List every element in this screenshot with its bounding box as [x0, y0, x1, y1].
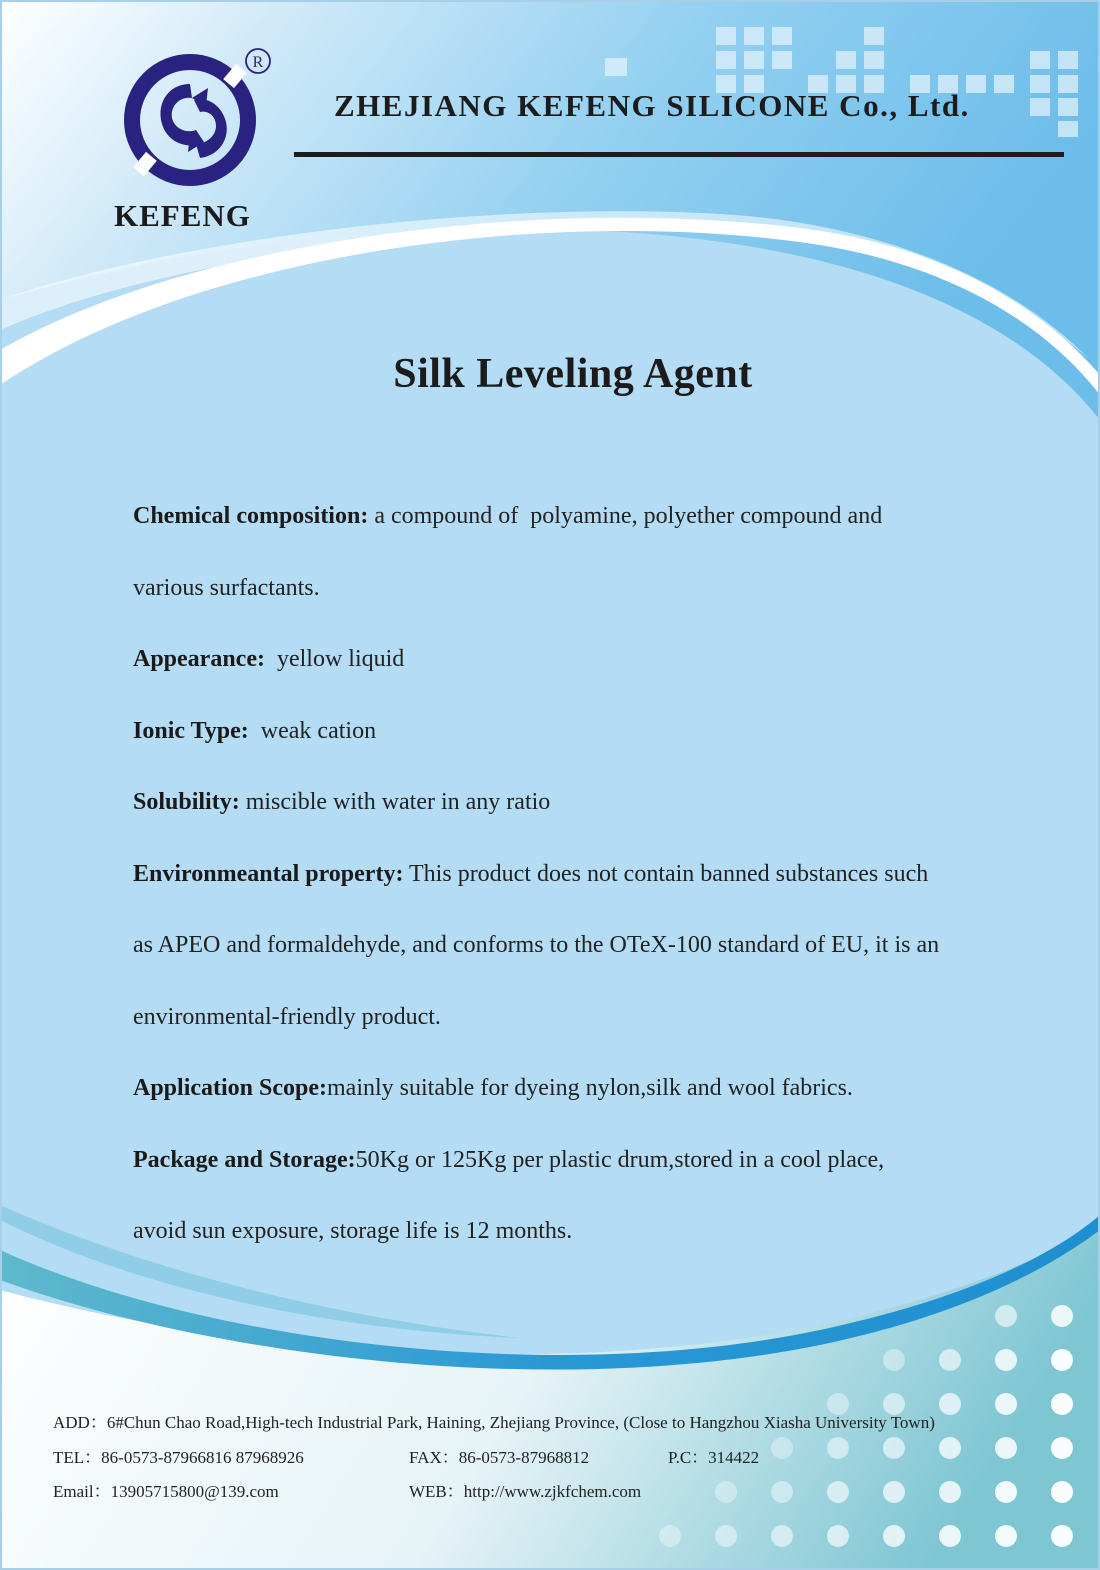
header-divider: [294, 152, 1064, 157]
spec-value: yellow liquid: [264, 646, 405, 672]
spec-label: Chemical composition:: [133, 503, 369, 529]
address-text: ADD：6#Chun Chao Road,High-tech Industrial Park, Haining, Zhejiang Province, (Close to Hangzhou Xiasha University Town): [53, 1413, 935, 1432]
spec-value: weak cation: [248, 717, 377, 744]
spec-label: Application Scope:: [133, 1075, 328, 1101]
contact-footer: [53, 1410, 1073, 1514]
spec-continuation: [133, 1207, 1033, 1279]
spec-value: a compound of polyamine, polyether compound and: [368, 503, 883, 529]
spec-value: miscible with water in any ratio: [239, 789, 551, 815]
phone-row: [53, 1445, 1073, 1480]
spec-label: Package and Storage:: [133, 1146, 356, 1173]
product-specs: [133, 492, 1033, 1279]
product-title: Silk Leveling Agent: [393, 351, 753, 397]
spec-continuation: [133, 564, 1033, 636]
spec-value: This product does not contain banned substances such: [403, 860, 929, 887]
company-name: ZHEJIANG KEFENG SILICONE Co., Ltd.: [334, 88, 970, 123]
spec-value: environmental-friendly product.: [133, 1003, 441, 1030]
fax-text: FAX：86-0573-87968812: [409, 1447, 590, 1467]
spec-continuation: [133, 921, 1033, 993]
spec-value: mainly suitable for dyeing nylon,silk and wool fabrics.: [327, 1075, 853, 1101]
spec-value: avoid sun exposure, storage life is 12 months.: [133, 1218, 573, 1244]
spec-label: Ionic Type:: [133, 717, 249, 744]
spec-continuation: [133, 993, 1033, 1065]
address-row: [53, 1410, 1073, 1445]
online-row: [53, 1479, 1073, 1514]
kefeng-swirl-logo-icon: [118, 48, 278, 188]
spec-label: Environmeantal property:: [133, 860, 404, 887]
spec-package-storage: [133, 1136, 1033, 1208]
spec-value: various surfactants.: [133, 574, 320, 601]
brand-name: KEFENG: [114, 198, 251, 233]
postcode-text: P.C：314422: [668, 1447, 760, 1467]
spec-label: Appearance:: [133, 646, 265, 672]
spec-label: Solubility:: [133, 789, 240, 815]
spec-ionic-type: [133, 707, 1033, 779]
spec-environmental-property: [133, 850, 1033, 922]
registered-mark: R: [252, 54, 264, 71]
spec-solubility: [133, 778, 1033, 850]
telephone-text: TEL：86-0573-87966816 87968926: [53, 1447, 304, 1467]
spec-appearance: [133, 635, 1033, 707]
spec-value: as APEO and formaldehyde, and conforms to the OTeX-100 standard of EU, it is an: [133, 932, 940, 958]
spec-application-scope: [133, 1064, 1033, 1136]
spec-value: 50Kg or 125Kg per plastic drum,stored in a cool place,: [355, 1146, 885, 1173]
website-link[interactable]: WEB：http://www.zjkfchem.com: [409, 1482, 642, 1501]
spec-chemical-composition: [133, 492, 1033, 564]
email-link[interactable]: Email：13905715800@139.com: [53, 1482, 279, 1501]
